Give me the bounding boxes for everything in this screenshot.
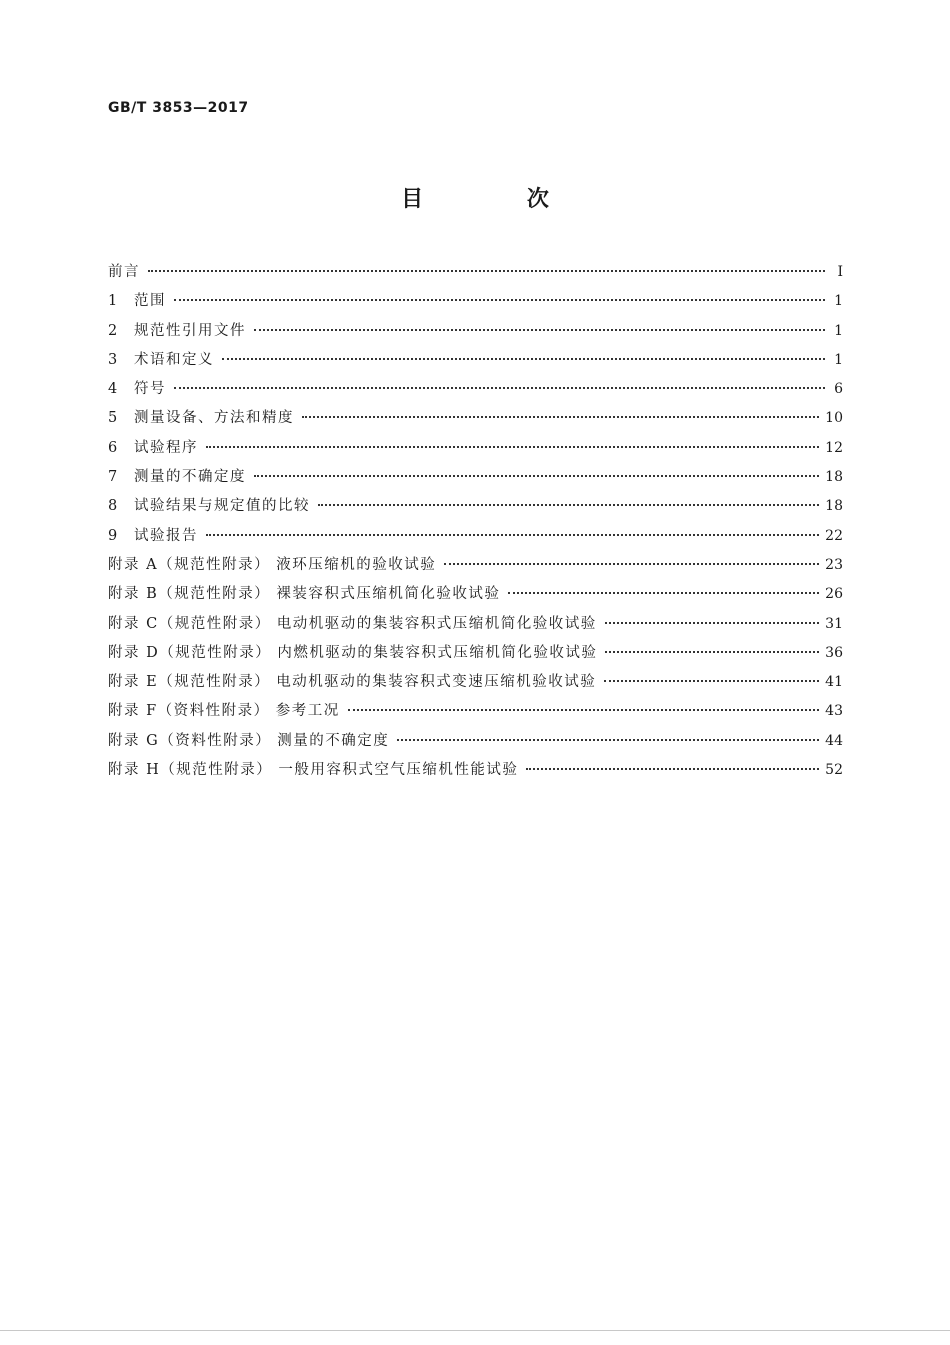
toc-label: 附录 B（规范性附录） 裸装容积式压缩机简化验收试验	[108, 586, 501, 603]
toc-label: 规范性引用文件	[134, 322, 246, 339]
toc-page-number: 10	[825, 410, 843, 427]
standard-code: GB/T 3853—2017	[108, 100, 249, 116]
toc-label: 附录 G（资料性附录） 测量的不确定度	[108, 732, 390, 749]
toc-leader-dots	[444, 563, 819, 565]
toc-number: 5	[108, 410, 118, 427]
toc-entry-annex-c[interactable]	[108, 610, 843, 639]
toc-page-number: 43	[825, 703, 843, 720]
toc-leader-dots	[508, 592, 819, 594]
toc-entry-annex-a[interactable]	[108, 551, 843, 580]
toc-entry-4[interactable]	[108, 375, 843, 404]
toc-label: 试验程序	[134, 439, 198, 456]
toc-page-number: 1	[834, 293, 843, 310]
toc-label: 附录 C（规范性附录） 电动机驱动的集装容积式压缩机简化验收试验	[108, 615, 597, 632]
toc-leader-dots	[148, 270, 825, 272]
toc-label: 测量的不确定度	[134, 469, 246, 486]
toc-page-number: 44	[825, 732, 843, 749]
toc-leader-dots	[206, 534, 819, 536]
toc-entry-3[interactable]	[108, 346, 843, 375]
toc-leader-dots	[222, 358, 825, 360]
toc-number: 1	[108, 293, 118, 310]
toc-entry-7[interactable]	[108, 463, 843, 492]
toc-page-number: 36	[825, 644, 843, 661]
toc-label: 附录 E（规范性附录） 电动机驱动的集装容积式变速压缩机验收试验	[108, 674, 597, 691]
toc-page-number: 1	[834, 351, 843, 368]
toc-page-number: 52	[825, 762, 843, 779]
toc-page-number: Ⅰ	[837, 264, 843, 280]
toc-page-number: 22	[825, 527, 843, 544]
toc-label: 术语和定义	[134, 351, 214, 368]
toc-page-number: 12	[825, 439, 843, 456]
toc-label: 范围	[134, 293, 166, 310]
toc-leader-dots	[302, 416, 819, 418]
toc-number: 8	[108, 498, 118, 515]
toc-label: 前言	[108, 264, 140, 280]
toc-number: 7	[108, 469, 118, 486]
toc-page-number: 1	[834, 322, 843, 339]
toc-page-number: 6	[834, 381, 843, 398]
page-title: 目 次	[401, 187, 597, 212]
toc-entry-annex-h[interactable]	[108, 756, 843, 785]
toc-entry-foreword[interactable]	[108, 258, 843, 287]
toc-leader-dots	[526, 768, 819, 770]
toc-label: 附录 D（规范性附录） 内燃机驱动的集装容积式压缩机简化验收试验	[108, 644, 598, 661]
toc-entry-annex-d[interactable]	[108, 639, 843, 668]
toc-page-number: 41	[825, 674, 843, 691]
toc-label: 测量设备、方法和精度	[134, 410, 294, 427]
toc-leader-dots	[348, 709, 819, 711]
toc-leader-dots	[318, 504, 819, 506]
toc-entry-6[interactable]	[108, 434, 843, 463]
toc-number: 6	[108, 439, 118, 456]
toc-entry-annex-e[interactable]	[108, 668, 843, 697]
toc-number: 4	[108, 381, 118, 398]
toc-label: 试验报告	[134, 527, 198, 544]
table-of-contents	[108, 258, 843, 785]
toc-number: 3	[108, 351, 118, 368]
toc-label: 附录 H（规范性附录） 一般用容积式空气压缩机性能试验	[108, 762, 519, 779]
toc-label: 附录 A（规范性附录） 液环压缩机的验收试验	[108, 556, 437, 573]
toc-leader-dots	[254, 329, 825, 331]
toc-entry-annex-f[interactable]	[108, 697, 843, 726]
bottom-divider	[0, 1330, 950, 1331]
toc-label: 试验结果与规定值的比较	[134, 498, 310, 515]
toc-entry-1[interactable]	[108, 287, 843, 316]
toc-leader-dots	[604, 680, 819, 682]
toc-leader-dots	[174, 387, 825, 389]
toc-number: 2	[108, 322, 118, 339]
toc-page-number: 31	[825, 615, 843, 632]
toc-page-number: 23	[825, 556, 843, 573]
toc-leader-dots	[174, 299, 825, 301]
toc-entry-9[interactable]	[108, 522, 843, 551]
toc-page-number: 26	[825, 586, 843, 603]
toc-leader-dots	[605, 651, 819, 653]
toc-entry-5[interactable]	[108, 404, 843, 433]
toc-leader-dots	[605, 622, 819, 624]
toc-leader-dots	[397, 739, 819, 741]
toc-page-number: 18	[825, 469, 843, 486]
toc-leader-dots	[254, 475, 819, 477]
toc-leader-dots	[206, 446, 819, 448]
toc-label: 附录 F（资料性附录） 参考工况	[108, 703, 340, 720]
toc-label: 符号	[134, 381, 166, 398]
toc-entry-2[interactable]	[108, 317, 843, 346]
toc-number: 9	[108, 527, 118, 544]
toc-entry-annex-g[interactable]	[108, 727, 843, 756]
toc-entry-annex-b[interactable]	[108, 580, 843, 609]
toc-page-number: 18	[825, 498, 843, 515]
toc-entry-8[interactable]	[108, 492, 843, 521]
